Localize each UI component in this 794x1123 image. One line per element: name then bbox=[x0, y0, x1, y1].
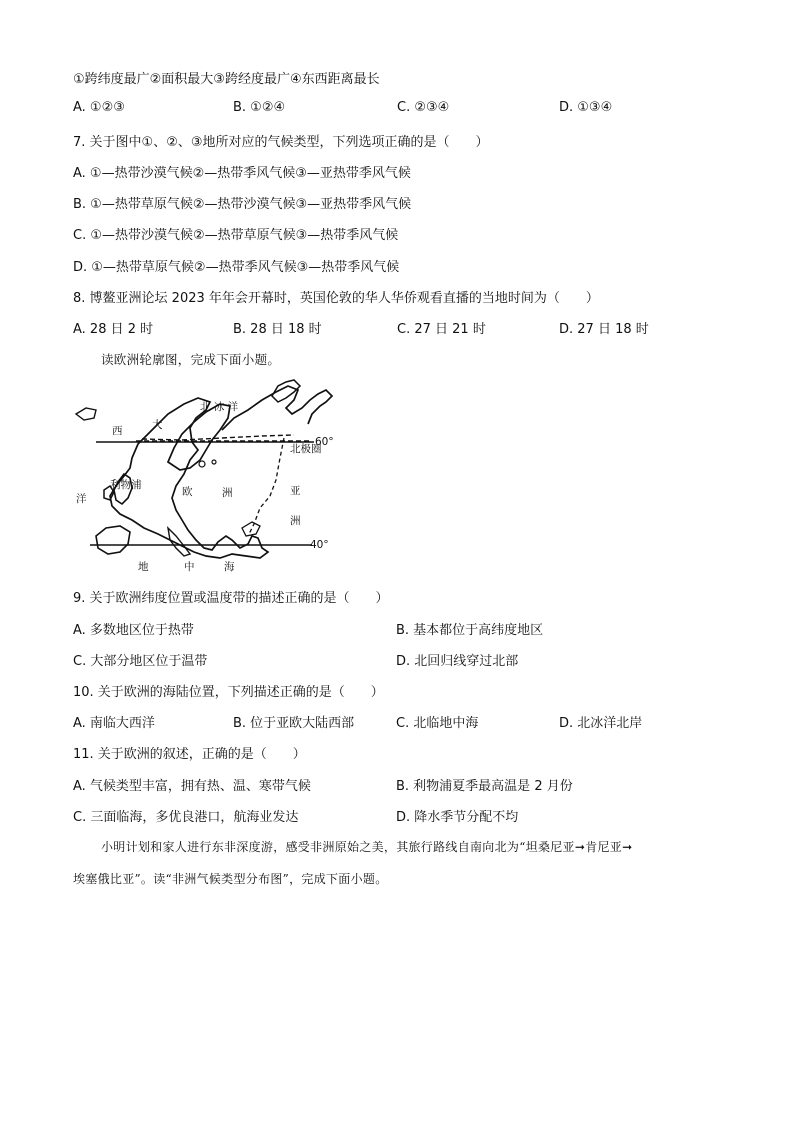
label-ya: 亚 bbox=[290, 485, 301, 497]
q6-option-c: C. ②③④ bbox=[397, 100, 450, 115]
q6-option-d: D. ①③④ bbox=[559, 100, 613, 115]
europe-asia-boundary bbox=[248, 438, 284, 536]
iceland bbox=[76, 408, 96, 420]
island-2 bbox=[212, 460, 216, 464]
q8-option-b: B. 28 日 18 时 bbox=[233, 322, 322, 337]
label-lat-40: 40° bbox=[310, 539, 329, 551]
q11-option-a: A. 气候类型丰富，拥有热、温、寒带气候 bbox=[73, 779, 311, 794]
northern-coast bbox=[222, 386, 332, 430]
iberia bbox=[96, 526, 130, 554]
label-di: 地 bbox=[138, 561, 149, 573]
q10-option-d: D. 北冰洋北岸 bbox=[559, 716, 643, 731]
q7-option-b: B. ①—热带草原气候②—热带沙漠气候③—亚热带季风气候 bbox=[73, 197, 412, 212]
q10-option-a: A. 南临大西洋 bbox=[73, 716, 155, 731]
label-liverpool: 利物浦 bbox=[110, 479, 142, 491]
label-da: 大 bbox=[152, 419, 163, 431]
q8-option-d: D. 27 日 18 时 bbox=[559, 322, 649, 337]
label-arctic-circle: 北极圈 bbox=[290, 443, 322, 455]
q11-stem: 11. 关于欧洲的叙述，正确的是（ ） bbox=[73, 747, 306, 762]
q8-option-a: A. 28 日 2 时 bbox=[73, 322, 154, 337]
label-hai: 海 bbox=[224, 561, 235, 573]
q6-option-b: B. ①②④ bbox=[233, 100, 286, 115]
label-ou: 欧 bbox=[182, 486, 193, 498]
q10-option-c: C. 北临地中海 bbox=[396, 716, 479, 731]
italy bbox=[168, 528, 190, 556]
q9-option-a: A. 多数地区位于热带 bbox=[73, 623, 194, 638]
q9-stem: 9. 关于欧洲纬度位置或温度带的描述正确的是（ ） bbox=[73, 591, 389, 606]
q7-option-d: D. ①—热带草原气候②—热带季风气候③—热带季风气候 bbox=[73, 260, 400, 275]
island-1 bbox=[199, 461, 205, 467]
q8-option-c: C. 27 日 21 时 bbox=[397, 322, 486, 337]
label-xi: 西 bbox=[112, 425, 123, 437]
label-arctic-ocean: 北 冰 洋 bbox=[200, 401, 239, 413]
label-yang: 洋 bbox=[76, 493, 87, 505]
arctic-circle-dashed bbox=[142, 435, 294, 440]
q11-option-c: C. 三面临海，多优良港口，航海业发达 bbox=[73, 810, 299, 825]
q8-stem: 8. 博鳌亚洲论坛 2023 年年会开幕时，英国伦敦的华人华侨观看直播的当地时间为（ ） bbox=[73, 291, 599, 306]
africa-intro-line-1: 小明计划和家人进行东非深度游，感受非洲原始之美，其旅行路线自南向北为“坦桑尼亚➞肯尼亚➞ bbox=[101, 840, 633, 854]
label-zhou-asia: 洲 bbox=[290, 515, 301, 527]
q6-option-a: A. ①②③ bbox=[73, 100, 125, 115]
scandinavia bbox=[168, 404, 230, 470]
q7-stem: 7. 关于图中①、②、③地所对应的气候类型，下列选项正确的是（ ） bbox=[73, 135, 489, 150]
q11-option-d: D. 降水季节分配不均 bbox=[396, 810, 519, 825]
q10-option-b: B. 位于亚欧大陆西部 bbox=[233, 716, 355, 731]
q7-option-c: C. ①—热带沙漠气候②—热带草原气候③—热带季风气候 bbox=[73, 228, 399, 243]
label-lat-60: 60° bbox=[315, 436, 334, 448]
label-zhou-europe: 洲 bbox=[222, 487, 233, 499]
europe-outline-map bbox=[72, 378, 340, 576]
q10-stem: 10. 关于欧洲的海陆位置，下列描述正确的是（ ） bbox=[73, 685, 384, 700]
map-intro: 读欧洲轮廓图，完成下面小题。 bbox=[101, 352, 281, 367]
q9-option-d: D. 北回归线穿过北部 bbox=[396, 654, 519, 669]
q11-option-b: B. 利物浦夏季最高温是 2 月份 bbox=[396, 779, 573, 794]
q9-option-b: B. 基本都位于高纬度地区 bbox=[396, 623, 544, 638]
africa-intro-line-2: 埃塞俄比亚”。读“非洲气候类型分布图”，完成下面小题。 bbox=[73, 872, 388, 886]
q9-option-c: C. 大部分地区位于温带 bbox=[73, 654, 208, 669]
q7-option-a: A. ①—热带沙漠气候②—热带季风气候③—亚热带季风气候 bbox=[73, 166, 411, 181]
label-zhong: 中 bbox=[184, 561, 195, 573]
q6-stem-tail: ①跨纬度最广②面积最大③跨经度最广④东西距离最长 bbox=[73, 72, 380, 87]
